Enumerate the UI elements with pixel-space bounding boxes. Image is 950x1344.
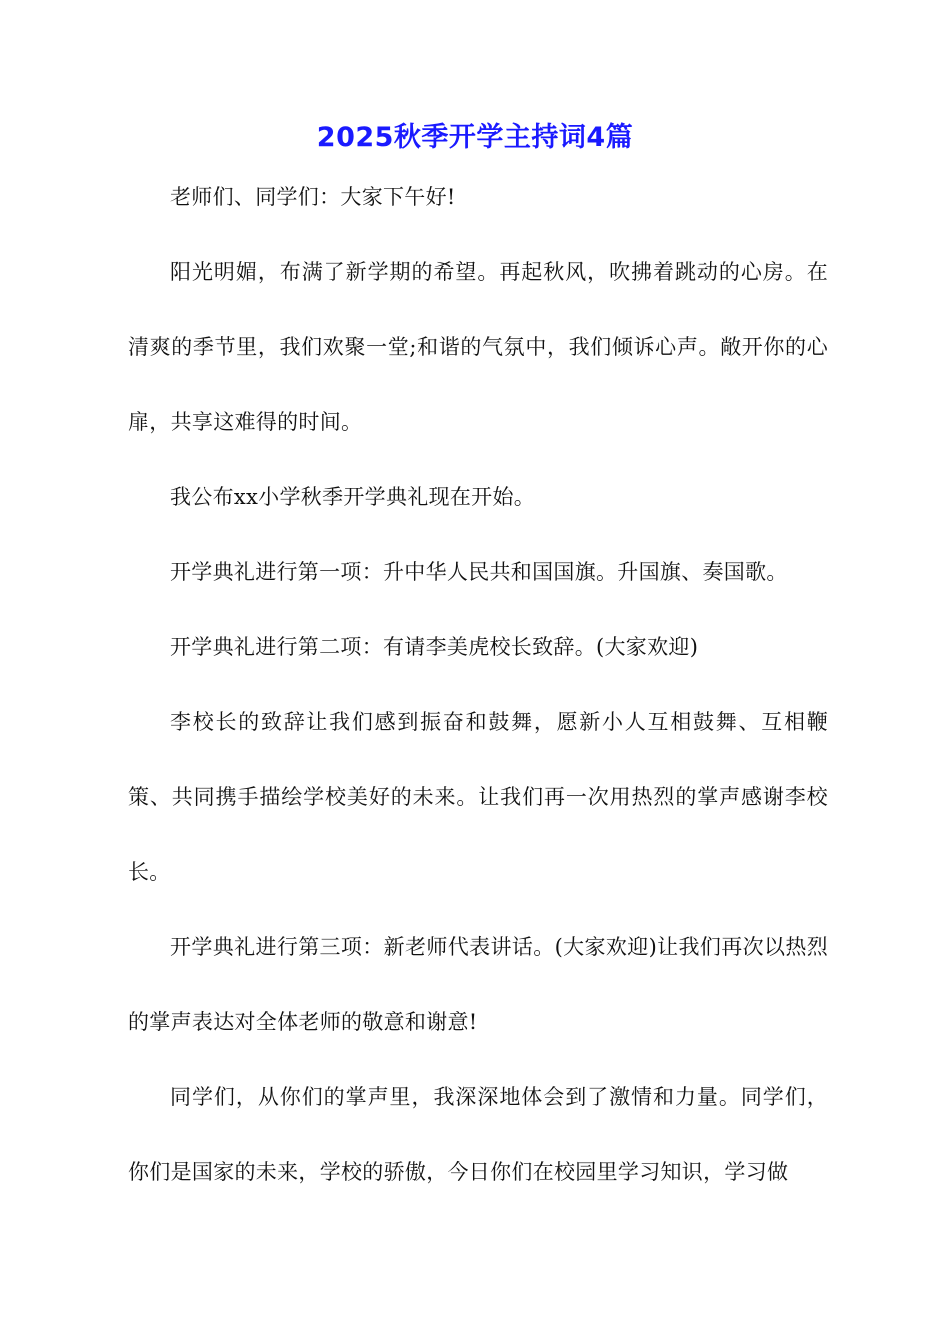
document-title: 2025秋季开学主持词4篇 bbox=[316, 122, 634, 153]
paragraph-announcement: 我公布xx小学秋季开学典礼现在开始。 bbox=[170, 485, 536, 509]
document-body bbox=[128, 160, 828, 1210]
paragraph-item-one: 开学典礼进行第一项：升中华人民共和国国旗。升国旗、奏国歌。 bbox=[170, 560, 788, 584]
paragraph-item-three: 开学典礼进行第三项：新老师代表讲话。(大家欢迎)让我们再次以热烈的掌声表达对全体老师的敬意和谢意! bbox=[128, 935, 828, 1034]
paragraph-opening: 阳光明媚，布满了新学期的希望。再起秋风，吹拂着跳动的心房。在清爽的季节里，我们欢聚一堂;和谐的气氛中，我们倾诉心声。敞开你的心扉，共享这难得的时间。 bbox=[128, 260, 828, 434]
paragraph-item-two: 开学典礼进行第二项：有请李美虎校长致辞。(大家欢迎) bbox=[170, 635, 699, 659]
paragraph-greeting: 老师们、同学们：大家下午好! bbox=[170, 185, 456, 209]
paragraph-principal-speech: 李校长的致辞让我们感到振奋和鼓舞，愿新小人互相鼓舞、互相鞭策、共同携手描绘学校美好的未来。让我们再一次用热烈的掌声感谢李校长。 bbox=[128, 710, 828, 884]
paragraph-students: 同学们，从你们的掌声里，我深深地体会到了激情和力量。同学们，你们是国家的未来，学校的骄傲，今日你们在校园里学习知识，学习做 bbox=[128, 1085, 828, 1184]
